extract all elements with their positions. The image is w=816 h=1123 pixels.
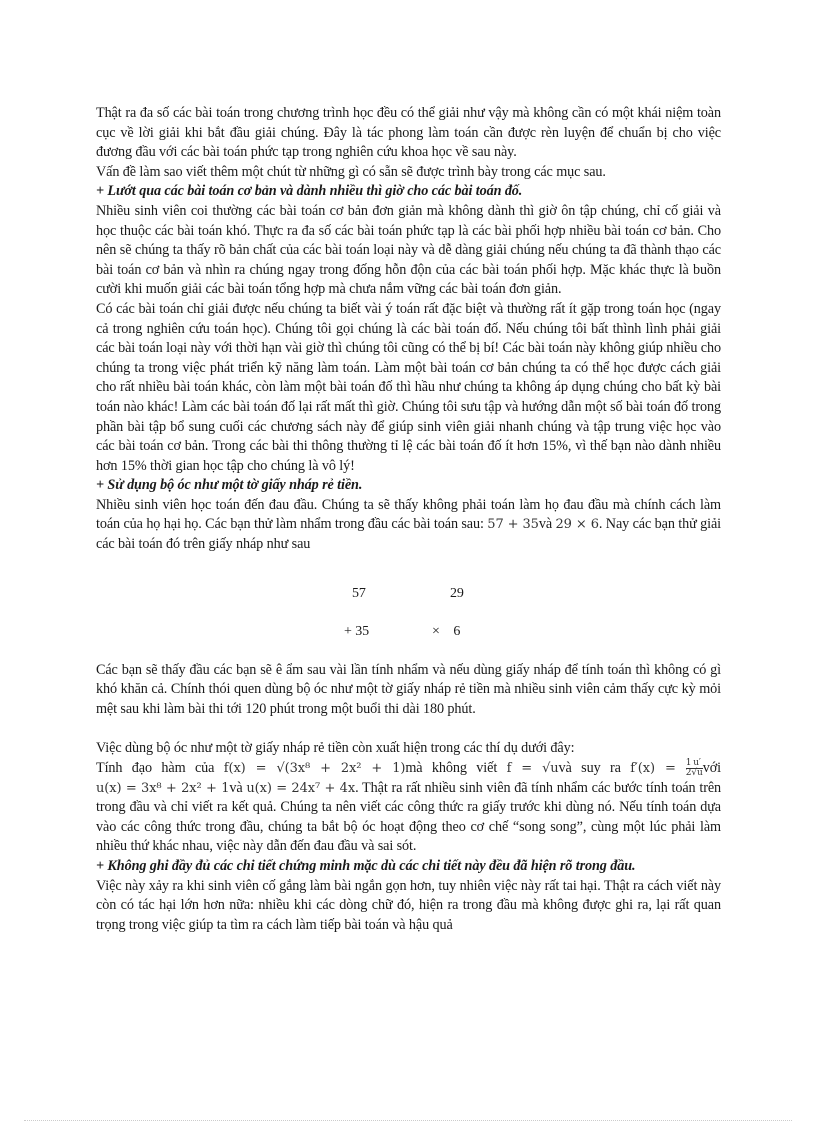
- text-segment: Nhiều sinh viên học toán đến đau đầu. Chúng ta sẽ thấy không phải toán làm họ đau đầu mà chính cách làm toán của họ hại họ. Các bạn thử làm nhẩm trong đầu các bài toán sau:: [96, 496, 721, 533]
- math-f-sqrt-u: f = √u: [506, 761, 559, 777]
- text-segment: mà không viết: [405, 760, 507, 777]
- document-body: [96, 104, 721, 935]
- math-29-times-6: 29 × 6: [555, 517, 599, 533]
- math-f-of-x: f(x) = √(3x⁸ + 2x² + 1): [223, 761, 406, 777]
- paragraph-next-sections: Vấn đề làm sao viết thêm một chút từ những gì có sẵn sẽ được trình bày trong các mục sau.: [96, 163, 606, 180]
- text-segment: . Nay các bạn thử giải các bài toán đó trên giấy nháp như sau: [96, 516, 722, 553]
- page-bottom-divider: [24, 1120, 792, 1121]
- paragraph-puzzle-problems: Có các bài toán chỉ giải được nếu chúng ta biết vài ý toán rất đặc biệt và thường rất ít gặp trong toán học (ngay cả trong nghiên cứu toán học). Chúng tôi gọi chúng là các bài toán đố. Nếu chúng tôi bất thình lình phải giải các bài toán loại này với thời hạn vài giờ thì chúng tôi cũng có thể bị bí! Các bài toán này không giúp nhiều cho chúng ta trong việc phát triển kỹ năng làm toán. Làm một bài toán cơ bản chúng ta có thể học được cách giải cho rất nhiều bài toán khác, còn làm một bài toán đố thì hầu như chúng ta không áp dụng chúng cho bất kỳ bài toán nào khác! Làm các bài toán đố lại rất mất thì giờ. Chúng tôi sưu tập và hướng dẫn một số bài toán đố trong phần bài tập bổ sung cuối các chương sách này để giúp sinh viên giải nhanh chúng và tập trung việc học vào các bài toán cơ bản. Trong các bài thi thông thường tỉ lệ các bài toán đố ít hơn 15%, vì thế bạn nào dành nhiều hơn 15% thời gian học tập cho chúng là vô lý!: [96, 300, 721, 474]
- text-segment: và suy ra: [558, 760, 631, 777]
- heading-brain-as-scratch-paper: + Sử dụng bộ óc như một tờ giấy nháp rẻ tiền.: [96, 477, 363, 494]
- spacer: [96, 719, 721, 739]
- text-segment: . Thật ra rất nhiều sinh viên đã tính nhẩm các bước tính toán trên trong đầu và chỉ viết ra kết quả. Chúng ta nên viết các công thức ra giấy trước khi dùng nó. Nếu tính toán dựa vào các công thức trong đầu, chúng ta bắt bộ óc hoạt động theo cơ chế “song song”, cùng một lúc phải làm nhiều thứ khác nhau, việc này dẫn đến đau đầu và sai sót.: [96, 779, 722, 855]
- arith-plus-35: + 35: [344, 623, 369, 639]
- paragraph-examples-intro: Việc dùng bộ óc như một tờ giấy nháp rẻ tiền còn xuất hiện trong các thí dụ dưới đây:: [96, 740, 575, 757]
- math-u-prime: u(x) = 24x⁷ + 4x: [246, 780, 356, 796]
- paragraph-scratch-paper: Các bạn sẽ thấy đầu các bạn sẽ ê ẩm sau vài lần tính nhẩm và nếu dùng giấy nháp để tính toán thì không có gì khó khăn cả. Chính thói quen dùng bộ óc như một tờ giấy nháp rẻ tiền mà nhiều sinh viên cảm thấy cực kỳ mỏi mệt sau khi làm bài thi tới 120 phút trong một buổi thi dài 180 phút.: [96, 661, 721, 717]
- arith-times-6: × 6: [432, 623, 461, 639]
- arith-29: 29: [450, 585, 464, 601]
- fraction-numerator: u′: [693, 758, 701, 769]
- paragraph-intro: Thật ra đa số các bài toán trong chương trình học đều có thể giải như vậy mà không cần có một khái niệm toàn cục về lời giải khi bắt đầu giải chúng. Đây là tác phong làm toán cần được rèn luyện để chuẩn bị cho việc đương đầu với các bài toán phức tạp trong nghiên cứu khoa học về sau này.: [96, 105, 721, 161]
- fraction-u-prime-over-sqrt-u: [691, 759, 702, 778]
- math-f-prime-lhs: f′(x) =: [630, 761, 686, 777]
- math-57-plus-35: 57 + 35: [487, 517, 539, 533]
- fraction-numerator: 1: [685, 758, 692, 769]
- heading-full-details: + Không ghi đầy đủ các chi tiết chứng minh mặc dù các chi tiết này đều đã hiện rõ trong đầu.: [96, 858, 636, 874]
- text-segment: Tính đạo hàm của: [96, 760, 224, 777]
- arithmetic-layout: [96, 555, 721, 661]
- arith-57: 57: [352, 585, 366, 601]
- heading-basic-vs-puzzle: + Lướt qua các bài toán cơ bản và dành nhiều thì giờ cho các bài toán đố.: [96, 183, 523, 200]
- fraction-denominator: √u: [691, 768, 703, 779]
- math-f-prime: [630, 758, 703, 779]
- text-segment: với: [702, 760, 721, 777]
- math-u-of-x: u(x) = 3x⁸ + 2x² + 1: [96, 780, 230, 796]
- fraction-denominator: 2: [685, 768, 692, 779]
- paragraph-mental-math: [96, 496, 721, 555]
- paragraph-derivative-example: [96, 759, 721, 857]
- paragraph-basic-problems: Nhiều sinh viên coi thường các bài toán cơ bản đơn giản mà không dành thì giờ ôn tập chúng, chỉ cố giải và học thuộc các bài toán khó. Thực ra đa số các bài toán phức tạp là các bài phối hợp nhiều bài toán cơ bản. Cho nên sẽ chúng ta thấy rõ bản chất của các bài toán loại này và dễ dàng giải chúng nếu chúng ta đã thành thạo các bài toán cơ bản và nhìn ra chúng ngay trong đống hỗn độn của các bài toán phối hợp. Mặc khác thực là buồn cười khi muốn giải các bài toán tổng hợp mà chưa nắm vững các bài toán đơn giản.: [96, 202, 721, 298]
- text-segment: và: [229, 779, 247, 796]
- paragraph-short-answers: Việc này xảy ra khi sinh viên cố gắng làm bài ngắn gọn hơn, tuy nhiên việc này rất tai hại. Thật ra cách viết này còn có tác hại lớn hơn nữa: nhiều khi các dòng chữ đó, hiện ra trong đầu mà không được ghi ra, lại rất quan trọng trong việc giúp ta tìm ra cách làm tiếp bài toán và hậu quả: [96, 877, 721, 933]
- text-segment: và: [538, 516, 556, 533]
